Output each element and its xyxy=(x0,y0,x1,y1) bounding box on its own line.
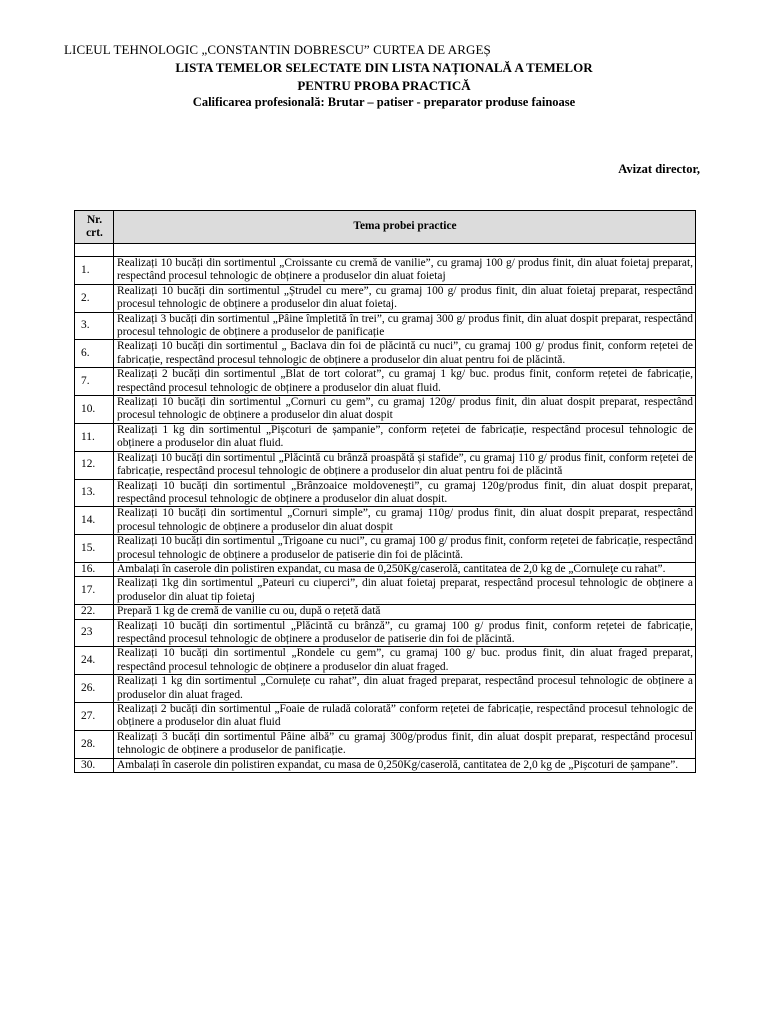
school-name: LICEUL TEHNOLOGIC „CONSTANTIN DOBRESCU” CURTEA DE ARGEȘ xyxy=(64,42,491,57)
themes-table xyxy=(74,210,696,773)
table-row xyxy=(75,535,696,563)
row-theme-text: Realizați 10 bucăți din sortimentul „Cornuri simple”, cu gramaj 110g/ produs finit, din aluat dospit preparat, respectând procesul tehnologic de obținere a produselor din aluat dospit xyxy=(114,507,696,535)
row-theme-text: Realizați 10 bucăți din sortimentul „Cornuri cu gem”, cu gramaj 120g/ produs finit, din aluat dospit preparat, respectând procesul tehnologic de obținere a produselor din aluat dospit xyxy=(114,396,696,424)
row-number: 3. xyxy=(75,312,114,340)
row-theme-text: Realizați 10 bucăți din sortimentul „ Baclava din foi de plăcintă cu nuci”, cu gramaj 100 g/ produs finit, conform rețetei de fabricație, respectând procesul tehnologic de obținere a produselor din aluat pentru foi de plăcintă. xyxy=(114,340,696,368)
row-theme-text: Realizați 3 bucăți din sortimentul „Pâine împletită în trei”, cu gramaj 300 g/ produs finit, din aluat dospit preparat, respectând procesul tehnologic de obținere a produselor de panificație xyxy=(114,312,696,340)
approval-label: Avizat director, xyxy=(618,162,700,176)
row-number: 6. xyxy=(75,340,114,368)
qualification-title: Calificarea profesională: Brutar – patiser - preparator produse fainoase xyxy=(192,95,576,109)
table-row xyxy=(75,619,696,647)
row-number: 24. xyxy=(75,647,114,675)
row-theme-text: Ambalați în caserole din polistiren expandat, cu masa de 0,250Kg/caserolă, cantitatea de 2,0 kg de „Cornuleţe cu rahat”. xyxy=(114,562,696,576)
row-theme-text: Realizați 10 bucăți din sortimentul „Croissante cu cremă de vanilie”, cu gramaj 100 g/ produs finit, din aluat foietaj preparat, respectând procesul tehnologic de obținere a produselor din aluat foietaj xyxy=(114,257,696,285)
row-theme-text: Realizați 10 bucăți din sortimentul „Trigoane cu nuci”, cu gramaj 100 g/ produs finit, conform rețetei de fabricație, respectând procesul tehnologic de obținere a produselor de patiserie din foi de plăcintă. xyxy=(114,535,696,563)
row-number: 10. xyxy=(75,396,114,424)
table-row xyxy=(75,730,696,758)
row-theme-text: Realizați 1 kg din sortimentul „Pișcoturi de șampanie”, conform rețetei de fabricație, respectând procesul tehnologic de obținere a produselor din aluat fluid. xyxy=(114,423,696,451)
row-number: 28. xyxy=(75,730,114,758)
table-row xyxy=(75,423,696,451)
table-row xyxy=(75,562,696,576)
table-row xyxy=(75,675,696,703)
row-number: 23 xyxy=(75,619,114,647)
row-number: 13. xyxy=(75,479,114,507)
row-theme-text: Realizați 2 bucăți din sortimentul „Blat de tort colorat”, cu gramaj 1 kg/ buc. produs finit, conform rețetei de fabricație, respectând procesul tehnologic de obținere a produselor din aluat fluid. xyxy=(114,368,696,396)
row-theme-text: Realizați 10 bucăți din sortimentul „Brânzoaice moldovenești”, cu gramaj 120g/produs finit, din aluat dospit preparat, respectând procesul tehnologic de obținere a produselor din aluat dospit. xyxy=(114,479,696,507)
row-theme-text: Realizați 2 bucăți din sortimentul „Foaie de ruladă colorată” conform rețetei de fabricație, respectând procesul tehnologic de obținere a produselor din aluat fluid xyxy=(114,703,696,731)
document-title: LISTA TEMELOR SELECTATE DIN LISTA NAȚIONALĂ A TEMELOR xyxy=(175,60,593,75)
row-number: 27. xyxy=(75,703,114,731)
table-row xyxy=(75,312,696,340)
header-nr: Nr. crt. xyxy=(75,211,114,244)
spacer-row xyxy=(75,244,696,257)
row-number: 26. xyxy=(75,675,114,703)
table-row xyxy=(75,284,696,312)
row-theme-text: Realizați 10 bucăți din sortimentul „Ștrudel cu mere”, cu gramaj 100 g/ produs finit, din aluat foietaj preparat, respectând procesul tehnologic de obținere a produselor din aluat foietaj. xyxy=(114,284,696,312)
row-theme-text: Realizați 1kg din sortimentul „Pateuri cu ciuperci”, din aluat foietaj preparat, respectând procesul tehnologic de obținere a produselor din aluat tip foietaj xyxy=(114,577,696,605)
row-number: 17. xyxy=(75,577,114,605)
table-row xyxy=(75,605,696,619)
spacer-cell xyxy=(75,244,114,257)
table-row xyxy=(75,577,696,605)
table-row xyxy=(75,647,696,675)
row-theme-text: Realizați 1 kg din sortimentul „Cornulețe cu rahat”, din aluat fraged preparat, respectând procesul tehnologic de obținere a produselor din aluat fraged. xyxy=(114,675,696,703)
header-theme: Tema probei practice xyxy=(114,211,696,244)
table-row xyxy=(75,396,696,424)
row-number: 14. xyxy=(75,507,114,535)
table-row xyxy=(75,340,696,368)
row-number: 22. xyxy=(75,605,114,619)
row-theme-text: Prepară 1 kg de cremă de vanilie cu ou, după o rețetă dată xyxy=(114,605,696,619)
spacer-cell xyxy=(114,244,696,257)
table-row xyxy=(75,507,696,535)
row-theme-text: Realizați 3 bucăți din sortimentul Pâine albă” cu gramaj 300g/produs finit, din aluat dospit preparat, respectând procesul tehnologic de obținere a produselor de panificație. xyxy=(114,730,696,758)
table-header-row xyxy=(75,211,696,244)
row-number: 16. xyxy=(75,562,114,576)
table-row xyxy=(75,368,696,396)
table-row xyxy=(75,257,696,285)
document-title-line2: PENTRU PROBA PRACTICĂ xyxy=(297,78,471,93)
row-number: 1. xyxy=(75,257,114,285)
table-row xyxy=(75,758,696,772)
table-row xyxy=(75,703,696,731)
row-number: 30. xyxy=(75,758,114,772)
row-theme-text: Realizați 10 bucăți din sortimentul „Plăcintă cu brânză proaspătă și stafide”, cu gramaj 110 g/ produs finit, conform rețetei de fabricație, respectând procesul tehnologic de obținere a produselor din aluat pentru foi de plăcintă xyxy=(114,451,696,479)
row-number: 15. xyxy=(75,535,114,563)
row-number: 11. xyxy=(75,423,114,451)
row-theme-text: Realizați 10 bucăți din sortimentul „Rondele cu gem”, cu gramaj 100 g/ buc. produs finit, din aluat fraged preparat, respectând procesul tehnologic de obținere a produselor din aluat fraged. xyxy=(114,647,696,675)
table-row xyxy=(75,451,696,479)
table-row xyxy=(75,479,696,507)
row-number: 7. xyxy=(75,368,114,396)
row-number: 2. xyxy=(75,284,114,312)
row-theme-text: Realizați 10 bucăți din sortimentul „Plăcintă cu brânză”, cu gramaj 100 g/ produs finit, conform rețetei de fabricație, respectând procesul tehnologic de obținere a produselor de patiserie din foi de plăcintă. xyxy=(114,619,696,647)
row-theme-text: Ambalați în caserole din polistiren expandat, cu masa de 0,250Kg/caserolă, cantitatea de 2,0 kg de „Pișcoturi de șampane”. xyxy=(114,758,696,772)
row-number: 12. xyxy=(75,451,114,479)
